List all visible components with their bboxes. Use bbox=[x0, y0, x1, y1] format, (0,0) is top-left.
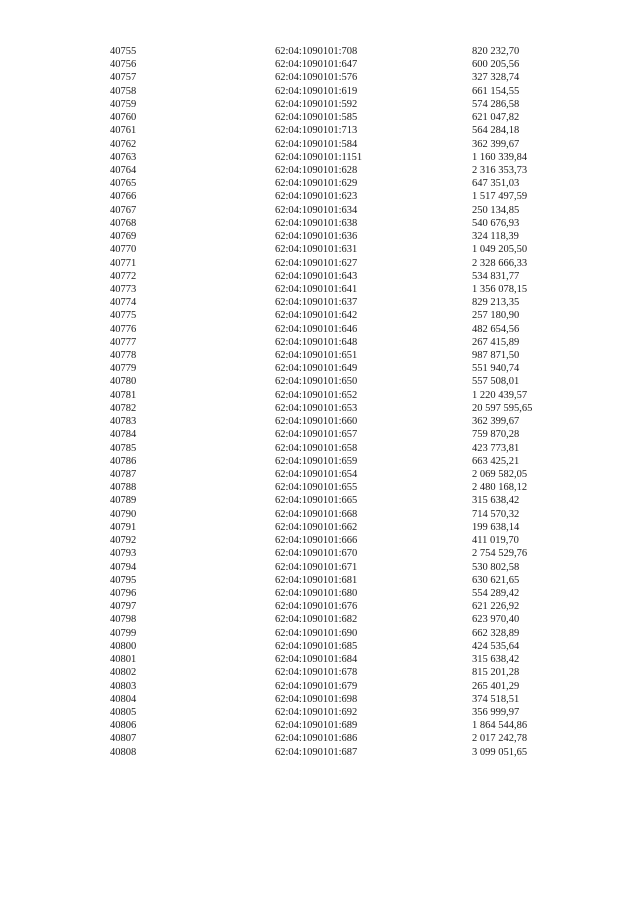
cadastral-number-cell: 62:04:1090101:689 bbox=[275, 720, 358, 732]
table-row bbox=[110, 653, 550, 666]
cadastral-number-cell: 62:04:1090101:687 bbox=[275, 746, 358, 758]
row-number-cell: 40781 bbox=[110, 389, 137, 401]
row-number-cell: 40760 bbox=[110, 112, 137, 124]
row-number-cell: 40786 bbox=[110, 455, 137, 467]
row-number-cell: 40795 bbox=[110, 574, 137, 586]
row-number-cell: 40775 bbox=[110, 310, 137, 322]
row-number-cell: 40808 bbox=[110, 746, 137, 758]
row-number-cell: 40801 bbox=[110, 654, 137, 666]
table-row bbox=[110, 177, 550, 190]
row-number-cell: 40757 bbox=[110, 72, 137, 84]
table-row bbox=[110, 164, 550, 177]
row-number-cell: 40776 bbox=[110, 323, 137, 335]
value-cell: 2 328 666,33 bbox=[472, 257, 528, 269]
table-row bbox=[110, 243, 550, 256]
row-number-cell: 40765 bbox=[110, 178, 137, 190]
cadastral-number-cell: 62:04:1090101:680 bbox=[275, 587, 358, 599]
table-row bbox=[110, 85, 550, 98]
row-number-cell: 40800 bbox=[110, 640, 137, 652]
row-number-cell: 40790 bbox=[110, 508, 137, 520]
cadastral-number-cell: 62:04:1090101:655 bbox=[275, 482, 358, 494]
cadastral-number-cell: 62:04:1090101:671 bbox=[275, 561, 358, 573]
row-number-cell: 40761 bbox=[110, 125, 137, 137]
cadastral-number-cell: 62:04:1090101:660 bbox=[275, 416, 358, 428]
row-number-cell: 40778 bbox=[110, 350, 137, 362]
table-row bbox=[110, 389, 550, 402]
table-row bbox=[110, 613, 550, 626]
row-number-cell: 40784 bbox=[110, 429, 137, 441]
row-number-cell: 40755 bbox=[110, 46, 137, 57]
table-row bbox=[110, 217, 550, 230]
value-cell: 815 201,28 bbox=[472, 667, 520, 679]
value-cell: 257 180,90 bbox=[472, 310, 520, 322]
table-row bbox=[110, 402, 550, 415]
row-number-cell: 40794 bbox=[110, 561, 137, 573]
value-cell: 423 773,81 bbox=[472, 442, 520, 454]
row-number-cell: 40783 bbox=[110, 416, 137, 428]
cadastral-number-cell: 62:04:1090101:628 bbox=[275, 164, 358, 176]
cadastral-number-cell: 62:04:1090101:629 bbox=[275, 178, 358, 190]
table-row bbox=[110, 336, 550, 349]
table-row bbox=[110, 309, 550, 322]
cadastral-number-cell: 62:04:1090101:649 bbox=[275, 363, 358, 375]
cadastral-number-cell: 62:04:1090101:576 bbox=[275, 72, 358, 84]
row-number-cell: 40788 bbox=[110, 482, 137, 494]
row-number-cell: 40777 bbox=[110, 336, 137, 348]
table-row bbox=[110, 151, 550, 164]
table-row bbox=[110, 693, 550, 706]
value-cell: 820 232,70 bbox=[472, 46, 520, 57]
cadastral-number-cell: 62:04:1090101:698 bbox=[275, 693, 358, 705]
table-row bbox=[110, 45, 550, 58]
row-number-cell: 40774 bbox=[110, 297, 137, 309]
cadastral-number-cell: 62:04:1090101:708 bbox=[275, 46, 358, 57]
cadastral-number-cell: 62:04:1090101:666 bbox=[275, 535, 358, 547]
cadastral-number-cell: 62:04:1090101:592 bbox=[275, 98, 358, 110]
cadastral-number-cell: 62:04:1090101:623 bbox=[275, 191, 358, 203]
value-cell: 424 535,64 bbox=[472, 640, 520, 652]
cadastral-number-cell: 62:04:1090101:647 bbox=[275, 59, 358, 71]
row-number-cell: 40758 bbox=[110, 85, 137, 97]
table-row bbox=[110, 349, 550, 362]
value-cell: 647 351,03 bbox=[472, 178, 520, 190]
table-row bbox=[110, 58, 550, 71]
table-row bbox=[110, 124, 550, 137]
cadastral-number-cell: 62:04:1090101:1151 bbox=[275, 151, 363, 163]
row-number-cell: 40767 bbox=[110, 204, 137, 216]
table-row bbox=[110, 706, 550, 719]
cadastral-number-cell: 62:04:1090101:631 bbox=[275, 244, 358, 256]
table-row bbox=[110, 415, 550, 428]
value-cell: 663 425,21 bbox=[472, 455, 520, 467]
row-number-cell: 40804 bbox=[110, 693, 137, 705]
value-cell: 2 480 168,12 bbox=[472, 482, 528, 494]
cadastral-number-cell: 62:04:1090101:657 bbox=[275, 429, 358, 441]
cadastral-number-cell: 62:04:1090101:651 bbox=[275, 350, 358, 362]
table-row bbox=[110, 98, 550, 111]
cadastral-number-cell: 62:04:1090101:658 bbox=[275, 442, 358, 454]
value-cell: 2 316 353,73 bbox=[472, 164, 528, 176]
cadastral-number-cell: 62:04:1090101:713 bbox=[275, 125, 358, 137]
value-cell: 540 676,93 bbox=[472, 217, 520, 229]
cadastral-number-cell: 62:04:1090101:662 bbox=[275, 521, 358, 533]
value-cell: 3 099 051,65 bbox=[472, 746, 528, 758]
cadastral-number-cell: 62:04:1090101:685 bbox=[275, 640, 358, 652]
row-number-cell: 40791 bbox=[110, 521, 137, 533]
table-row bbox=[110, 270, 550, 283]
table-row bbox=[110, 190, 550, 203]
value-cell: 1 356 078,15 bbox=[472, 283, 528, 295]
table-row bbox=[110, 680, 550, 693]
cadastral-number-cell: 62:04:1090101:643 bbox=[275, 270, 358, 282]
value-cell: 557 508,01 bbox=[472, 376, 520, 388]
value-cell: 987 871,50 bbox=[472, 350, 520, 362]
table-row bbox=[110, 323, 550, 336]
row-number-cell: 40770 bbox=[110, 244, 137, 256]
value-cell: 374 518,51 bbox=[472, 693, 520, 705]
table-row bbox=[110, 494, 550, 507]
row-number-cell: 40797 bbox=[110, 601, 137, 613]
table-row bbox=[110, 375, 550, 388]
cadastral-number-cell: 62:04:1090101:634 bbox=[275, 204, 358, 216]
cadastral-number-cell: 62:04:1090101:659 bbox=[275, 455, 358, 467]
cadastral-number-cell: 62:04:1090101:676 bbox=[275, 601, 358, 613]
row-number-cell: 40768 bbox=[110, 217, 137, 229]
row-number-cell: 40796 bbox=[110, 587, 137, 599]
table-row bbox=[110, 561, 550, 574]
row-number-cell: 40806 bbox=[110, 720, 137, 732]
table-row bbox=[110, 600, 550, 613]
cadastral-number-cell: 62:04:1090101:584 bbox=[275, 138, 358, 150]
table-row bbox=[110, 746, 550, 759]
value-cell: 267 415,89 bbox=[472, 336, 520, 348]
value-cell: 1 160 339,84 bbox=[472, 151, 528, 163]
table-row bbox=[110, 138, 550, 151]
row-number-cell: 40756 bbox=[110, 59, 137, 71]
value-cell: 199 638,14 bbox=[472, 521, 520, 533]
cadastral-number-cell: 62:04:1090101:678 bbox=[275, 667, 358, 679]
table-row bbox=[110, 257, 550, 270]
row-number-cell: 40805 bbox=[110, 706, 137, 718]
table-row bbox=[110, 428, 550, 441]
value-cell: 1 049 205,50 bbox=[472, 244, 528, 256]
row-number-cell: 40780 bbox=[110, 376, 137, 388]
row-number-cell: 40798 bbox=[110, 614, 137, 626]
value-cell: 315 638,42 bbox=[472, 654, 520, 666]
row-number-cell: 40792 bbox=[110, 535, 137, 547]
row-number-cell: 40772 bbox=[110, 270, 137, 282]
table-row bbox=[110, 71, 550, 84]
value-cell: 621 226,92 bbox=[472, 601, 520, 613]
value-cell: 362 399,67 bbox=[472, 138, 520, 150]
cadastral-value-table bbox=[110, 45, 550, 759]
row-number-cell: 40779 bbox=[110, 363, 137, 375]
value-cell: 551 940,74 bbox=[472, 363, 520, 375]
value-cell: 621 047,82 bbox=[472, 112, 520, 124]
table-row bbox=[110, 547, 550, 560]
table-row bbox=[110, 732, 550, 745]
value-cell: 623 970,40 bbox=[472, 614, 520, 626]
table-row bbox=[110, 111, 550, 124]
value-cell: 759 870,28 bbox=[472, 429, 520, 441]
table-row bbox=[110, 534, 550, 547]
row-number-cell: 40769 bbox=[110, 231, 137, 243]
value-cell: 356 999,97 bbox=[472, 706, 520, 718]
row-number-cell: 40759 bbox=[110, 98, 137, 110]
row-number-cell: 40787 bbox=[110, 469, 137, 480]
value-cell: 662 328,89 bbox=[472, 627, 520, 639]
cadastral-number-cell: 62:04:1090101:665 bbox=[275, 495, 358, 507]
row-number-cell: 40793 bbox=[110, 548, 137, 560]
table-row bbox=[110, 362, 550, 375]
row-number-cell: 40789 bbox=[110, 495, 137, 507]
table-row bbox=[110, 521, 550, 534]
value-cell: 327 328,74 bbox=[472, 72, 520, 84]
table-row bbox=[110, 587, 550, 600]
row-number-cell: 40802 bbox=[110, 667, 137, 679]
table-row bbox=[110, 468, 550, 481]
table-row bbox=[110, 442, 550, 455]
value-cell: 2 069 582,05 bbox=[472, 469, 528, 480]
table-row bbox=[110, 204, 550, 217]
value-cell: 530 802,58 bbox=[472, 561, 520, 573]
table-row bbox=[110, 627, 550, 640]
value-cell: 714 570,32 bbox=[472, 508, 520, 520]
row-number-cell: 40773 bbox=[110, 283, 137, 295]
cadastral-number-cell: 62:04:1090101:627 bbox=[275, 257, 358, 269]
cadastral-number-cell: 62:04:1090101:650 bbox=[275, 376, 358, 388]
value-cell: 630 621,65 bbox=[472, 574, 520, 586]
cadastral-number-cell: 62:04:1090101:692 bbox=[275, 706, 358, 718]
cadastral-number-cell: 62:04:1090101:636 bbox=[275, 231, 358, 243]
cadastral-number-cell: 62:04:1090101:684 bbox=[275, 654, 358, 666]
row-number-cell: 40807 bbox=[110, 733, 137, 745]
row-number-cell: 40785 bbox=[110, 442, 137, 454]
value-cell: 574 286,58 bbox=[472, 98, 520, 110]
row-number-cell: 40766 bbox=[110, 191, 137, 203]
value-cell: 661 154,55 bbox=[472, 85, 520, 97]
value-cell: 324 118,39 bbox=[472, 231, 519, 243]
value-cell: 482 654,56 bbox=[472, 323, 520, 335]
value-cell: 20 597 595,65 bbox=[472, 402, 533, 414]
row-number-cell: 40803 bbox=[110, 680, 137, 692]
value-cell: 1 864 544,86 bbox=[472, 720, 528, 732]
row-number-cell: 40782 bbox=[110, 402, 137, 414]
value-cell: 1 220 439,57 bbox=[472, 389, 528, 401]
cadastral-number-cell: 62:04:1090101:682 bbox=[275, 614, 358, 626]
cadastral-number-cell: 62:04:1090101:619 bbox=[275, 85, 358, 97]
value-cell: 362 399,67 bbox=[472, 416, 520, 428]
row-number-cell: 40763 bbox=[110, 151, 137, 163]
cadastral-number-cell: 62:04:1090101:585 bbox=[275, 112, 358, 124]
cadastral-number-cell: 62:04:1090101:648 bbox=[275, 336, 358, 348]
cadastral-number-cell: 62:04:1090101:646 bbox=[275, 323, 358, 335]
value-cell: 829 213,35 bbox=[472, 297, 520, 309]
value-cell: 411 019,70 bbox=[472, 535, 519, 547]
cadastral-number-cell: 62:04:1090101:641 bbox=[275, 283, 358, 295]
cadastral-number-cell: 62:04:1090101:653 bbox=[275, 402, 358, 414]
cadastral-number-cell: 62:04:1090101:637 bbox=[275, 297, 358, 309]
table-row bbox=[110, 719, 550, 732]
value-cell: 315 638,42 bbox=[472, 495, 520, 507]
table-row bbox=[110, 296, 550, 309]
row-number-cell: 40762 bbox=[110, 138, 137, 150]
cadastral-number-cell: 62:04:1090101:670 bbox=[275, 548, 358, 560]
table-row bbox=[110, 574, 550, 587]
table-row bbox=[110, 283, 550, 296]
value-cell: 554 289,42 bbox=[472, 587, 520, 599]
cadastral-number-cell: 62:04:1090101:652 bbox=[275, 389, 358, 401]
row-number-cell: 40799 bbox=[110, 627, 137, 639]
cadastral-number-cell: 62:04:1090101:681 bbox=[275, 574, 358, 586]
value-cell: 1 517 497,59 bbox=[472, 191, 528, 203]
cadastral-number-cell: 62:04:1090101:654 bbox=[275, 469, 358, 480]
table-row bbox=[110, 640, 550, 653]
table-row bbox=[110, 666, 550, 679]
cadastral-number-cell: 62:04:1090101:686 bbox=[275, 733, 358, 745]
table-row bbox=[110, 508, 550, 521]
value-cell: 2 754 529,76 bbox=[472, 548, 528, 560]
table-row bbox=[110, 481, 550, 494]
cadastral-number-cell: 62:04:1090101:642 bbox=[275, 310, 358, 322]
value-cell: 534 831,77 bbox=[472, 270, 520, 282]
row-number-cell: 40771 bbox=[110, 257, 137, 269]
cadastral-number-cell: 62:04:1090101:679 bbox=[275, 680, 358, 692]
cadastral-number-cell: 62:04:1090101:638 bbox=[275, 217, 358, 229]
row-number-cell: 40764 bbox=[110, 164, 137, 176]
value-cell: 265 401,29 bbox=[472, 680, 520, 692]
value-cell: 564 284,18 bbox=[472, 125, 520, 137]
value-cell: 250 134,85 bbox=[472, 204, 520, 216]
table-row bbox=[110, 230, 550, 243]
value-cell: 600 205,56 bbox=[472, 59, 520, 71]
cadastral-number-cell: 62:04:1090101:690 bbox=[275, 627, 358, 639]
value-cell: 2 017 242,78 bbox=[472, 733, 528, 745]
cadastral-number-cell: 62:04:1090101:668 bbox=[275, 508, 358, 520]
table-row bbox=[110, 455, 550, 468]
